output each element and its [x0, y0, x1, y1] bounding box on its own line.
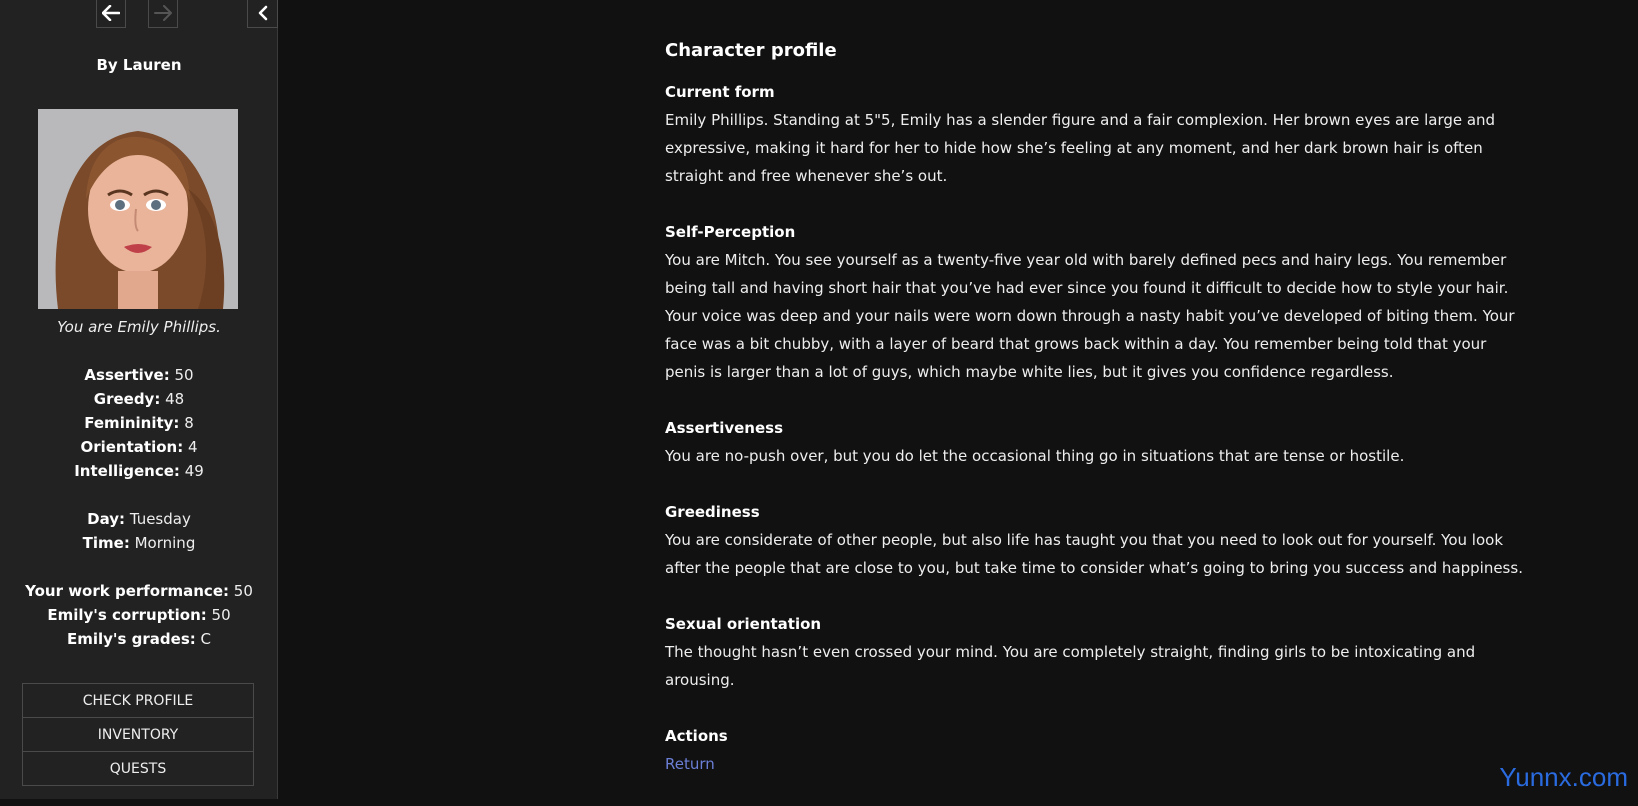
- stat-time: Time: Morning: [0, 531, 278, 555]
- return-link[interactable]: Return: [665, 750, 1525, 778]
- author-credit: By Lauren: [0, 56, 278, 74]
- arrow-left-icon: [102, 2, 120, 26]
- sidebar-menu: [22, 683, 254, 786]
- character-caption: You are Emily Phillips.: [0, 318, 278, 336]
- section-title: Greediness: [665, 498, 1525, 526]
- watermark: Yunnx.com: [1499, 762, 1628, 793]
- section-text: The thought hasn’t even crossed your mind. You are completely straight, finding girls to be intoxicating and arousing.: [665, 638, 1525, 694]
- collapse-sidebar-button[interactable]: [247, 0, 278, 28]
- section-title: Sexual orientation: [665, 610, 1525, 638]
- page-title: Character profile: [665, 36, 1525, 66]
- section-title: Self-Perception: [665, 218, 1525, 246]
- arrow-right-icon: [154, 2, 172, 26]
- stat-femininity: Femininity: 8: [0, 411, 278, 435]
- section-assertiveness: [665, 414, 1525, 470]
- stat-assertive: Assertive: 50: [0, 363, 278, 387]
- stat-corruption: Emily's corruption: 50: [0, 603, 278, 627]
- section-title: Actions: [665, 722, 1525, 750]
- section-sexual-orientation: [665, 610, 1525, 694]
- section-actions: [665, 722, 1525, 778]
- section-title: Assertiveness: [665, 414, 1525, 442]
- main-content: [665, 36, 1525, 806]
- section-current-form: [665, 78, 1525, 190]
- stat-day: Day: Tuesday: [0, 507, 278, 531]
- forward-button[interactable]: [148, 0, 178, 28]
- check-profile-button[interactable]: CHECK PROFILE: [22, 683, 254, 718]
- stat-work-performance: Your work performance: 50: [0, 579, 278, 603]
- character-portrait: [38, 109, 238, 309]
- chevron-left-icon: [257, 2, 269, 26]
- sidebar: [0, 0, 278, 799]
- section-greediness: [665, 498, 1525, 582]
- progress-stats: [0, 579, 278, 651]
- attribute-stats: [0, 363, 278, 483]
- stat-orientation: Orientation: 4: [0, 435, 278, 459]
- section-text: Emily Phillips. Standing at 5"5, Emily has a slender figure and a fair complexion. Her brown eyes are large and expressive, making it hard for her to hide how she’s feeling at any moment, and her dark brown hair is often straight and free whenever she’s out.: [665, 106, 1525, 190]
- stat-intelligence: Intelligence: 49: [0, 459, 278, 483]
- stat-grades: Emily's grades: C: [0, 627, 278, 651]
- time-stats: [0, 507, 278, 555]
- section-title: Current form: [665, 78, 1525, 106]
- section-self-perception: [665, 218, 1525, 386]
- section-text: You are considerate of other people, but also life has taught you that you need to look out for yourself. You look after the people that are close to you, but take time to consider what’s going to bring you success and happiness.: [665, 526, 1525, 582]
- back-button[interactable]: [96, 0, 126, 28]
- inventory-button[interactable]: INVENTORY: [22, 718, 254, 752]
- stat-greedy: Greedy: 48: [0, 387, 278, 411]
- section-text: You are Mitch. You see yourself as a twenty-five year old with barely defined pecs and hairy legs. You remember being tall and having short hair that you’ve had ever since you found it difficult to decide how to style your hair. Your voice was deep and your nails were worn down through a nasty habit you’ve developed of biting them. Your face was a bit chubby, with a layer of beard that grows back within a day. You remember being told that your penis is larger than a lot of guys, which maybe white lies, but it gives you confidence regardless.: [665, 246, 1525, 386]
- quests-button[interactable]: QUESTS: [22, 752, 254, 786]
- section-text: You are no-push over, but you do let the occasional thing go in situations that are tense or hostile.: [665, 442, 1525, 470]
